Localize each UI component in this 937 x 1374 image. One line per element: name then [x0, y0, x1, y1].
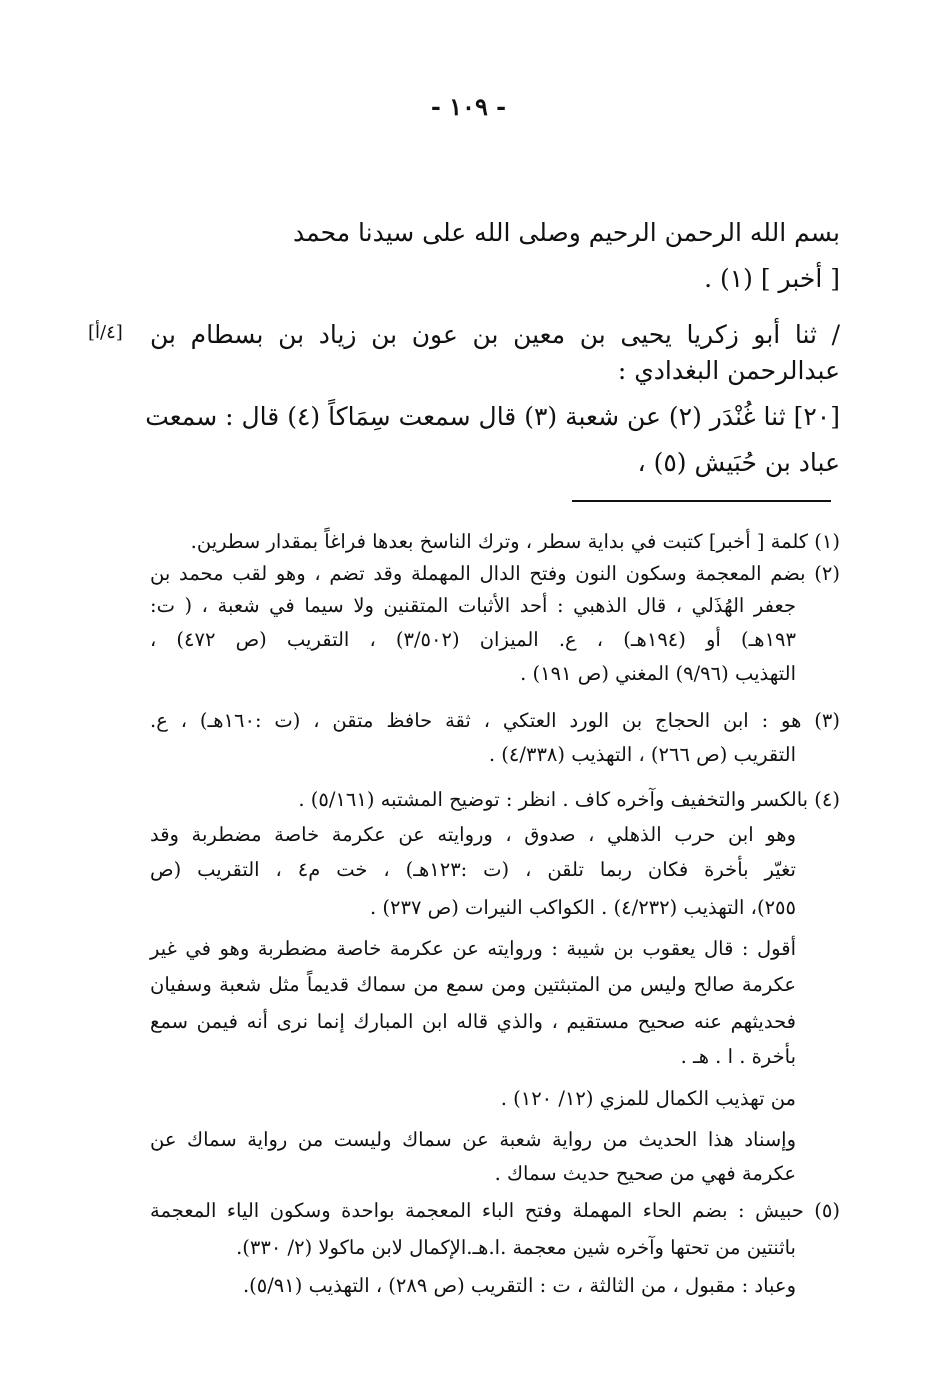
- hadith-20-line-1: [٢٠] ثنا غُنْدَر (٢) عن شعبة (٣) قال سمعت سِمَاكاً (٤) قال : سمعت: [145, 402, 840, 431]
- isnad-line-2: عبدالرحمن البغدادي :: [617, 356, 840, 385]
- footnote-line: فحديثهم عنه صحيح مستقيم ، والذي قاله ابن المبارك إنما نرى أنه فيمن سمع: [150, 1010, 796, 1033]
- hadith-20-line-2: عباد بن حُبَيش (٥) ،: [637, 448, 840, 477]
- footnote-separator: [572, 500, 831, 502]
- footnote-line: باثنتين من تحتها وآخره شين معجمة .ا.هـ.الإكمال لابن ماكولا (٢/ ٣٣٠).: [236, 1236, 796, 1259]
- footnote-line: وهو ابن حرب الذهلي ، صدوق ، وروايته عن عكرمة خاصة مضطربة وقد: [150, 823, 796, 846]
- footnote-line: عكرمة فهي من صحيح حديث سماك .: [494, 1162, 796, 1185]
- footnote-line: جعفر الهُذَلي ، قال الذهبي : أحد الأثبات المتقنين ولا سيما في شعبة ، ( ت:: [150, 594, 796, 617]
- footnote-line: بأخرة . ا . هـ .: [680, 1045, 796, 1068]
- footnote-line: ١٩٣هـ) أو (١٩٤هـ) ، ع. الميزان (٣/٥٠٢) ، التقريب (ص ٤٧٢) ،: [150, 628, 796, 651]
- footnote-line: عكرمة صالح وليس من المتبثتين ومن سمع من سماك قديماً مثل شعبة وسفيان: [150, 973, 796, 996]
- margin-folio-ref: [٤/أ]: [88, 322, 123, 343]
- isnad-line-1: / ثنا أبو زكريا يحيى بن معين بن عون بن زياد بن بسطام بن: [150, 320, 840, 349]
- basmala-line: بسم الله الرحمن الرحيم وصلى الله على سيدنا محمد: [293, 218, 840, 247]
- footnote-line: (٥) حبيش : بضم الحاء المهملة وفتح الباء المعجمة بواحدة وسكون الياء المعجمة: [150, 1199, 840, 1222]
- footnote-line: ٢٥٥)، التهذيب (٤/٢٣٢) . الكواكب النيرات (ص ٢٣٧) .: [370, 896, 796, 919]
- footnote-line: من تهذيب الكمال للمزي (١٢/ ١٢٠) .: [500, 1087, 796, 1110]
- footnote-line: (٣) هو : ابن الحجاج بن الورد العتكي ، ثقة حافظ متقن ، (ت :١٦٠هـ) ، ع.: [150, 709, 840, 732]
- footnote-line: التهذيب (٩/٩٦) المغني (ص ١٩١) .: [520, 662, 796, 685]
- akhbar-line: [ أخبر ] (١) .: [704, 264, 840, 293]
- footnote-line: (١) كلمة [ أخبر] كتبت في بداية سطر ، وترك الناسخ بعدها فراغاً بمقدار سطرين.: [190, 530, 840, 553]
- footnote-line: أقول : قال يعقوب بن شيبة : وروايته عن عكرمة خاصة مضطربة وهو في غير: [150, 937, 796, 960]
- footnote-line: تغيّر بأخرة فكان ربما تلقن ، (ت :١٢٣هـ) ، خت م٤ ، التقريب (ص: [150, 858, 796, 881]
- footnote-line: (٢) بضم المعجمة وسكون النون وفتح الدال المهملة وقد تضم ، وهو لقب محمد بن: [150, 562, 840, 585]
- footnote-line: وإسناد هذا الحديث من رواية شعبة عن سماك وليست من رواية سماك عن: [150, 1128, 796, 1151]
- footnote-line: التقريب (ص ٢٦٦) ، التهذيب (٤/٣٣٨) .: [488, 743, 796, 766]
- page-number: - ١٠٩ -: [430, 92, 507, 121]
- footnote-line: وعباد : مقبول ، من الثالثة ، ت : التقريب (ص ٢٨٩) ، التهذيب (٥/٩١).: [242, 1274, 796, 1297]
- footnote-line: (٤) بالكسر والتخفيف وآخره كاف . انظر : توضيح المشتبه (٥/١٦١) .: [298, 788, 840, 811]
